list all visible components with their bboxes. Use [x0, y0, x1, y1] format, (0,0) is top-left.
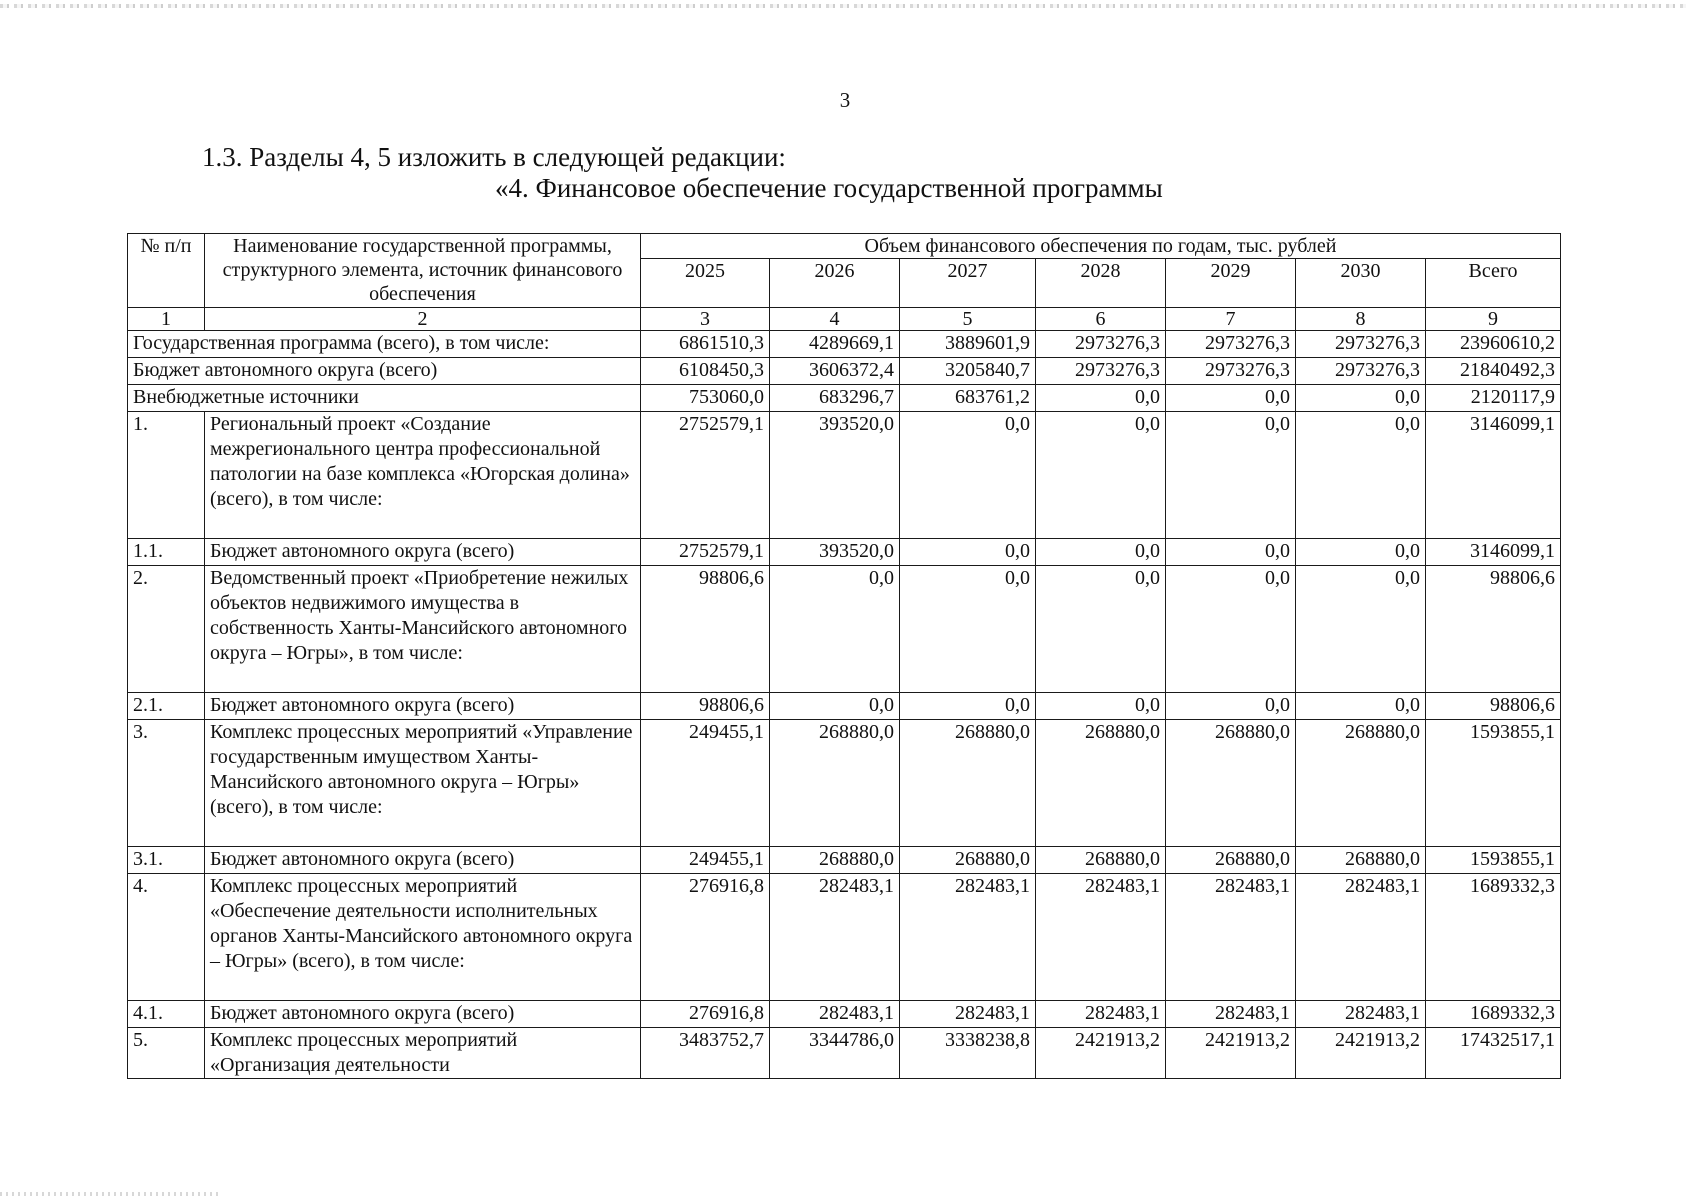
header-volume: Объем финансового обеспечения по годам, тыс. рублей — [641, 234, 1561, 259]
cell-value: 683761,2 — [900, 385, 1036, 412]
cell-value: 2973276,3 — [1166, 331, 1296, 358]
table-row — [128, 1028, 1561, 1079]
row-number: 4. — [128, 874, 205, 1001]
row-name: Бюджет автономного округа (всего) — [205, 693, 641, 720]
cell-value: 2973276,3 — [1166, 358, 1296, 385]
cell-value: 0,0 — [1036, 412, 1166, 539]
cell-value: 282483,1 — [1166, 1001, 1296, 1028]
cell-value: 2752579,1 — [641, 539, 770, 566]
scan-edge-top — [0, 4, 1686, 8]
column-number: 6 — [1036, 308, 1166, 331]
cell-value: 268880,0 — [1296, 720, 1426, 847]
cell-value: 6108450,3 — [641, 358, 770, 385]
row-number: 5. — [128, 1028, 205, 1079]
table-row — [128, 539, 1561, 566]
cell-value: 282483,1 — [1036, 874, 1166, 1001]
cell-total: 1593855,1 — [1426, 847, 1561, 874]
cell-value: 98806,6 — [641, 566, 770, 693]
cell-value: 393520,0 — [770, 539, 900, 566]
column-number: 1 — [128, 308, 205, 331]
cell-value: 0,0 — [1296, 385, 1426, 412]
cell-total: 3146099,1 — [1426, 412, 1561, 539]
cell-value: 0,0 — [900, 693, 1036, 720]
header-year: 2026 — [770, 259, 900, 308]
cell-value: 282483,1 — [1036, 1001, 1166, 1028]
cell-total: 1593855,1 — [1426, 720, 1561, 847]
cell-value: 0,0 — [1296, 412, 1426, 539]
cell-total: 98806,6 — [1426, 566, 1561, 693]
scan-edge-bottom — [0, 1192, 220, 1196]
cell-value: 0,0 — [900, 412, 1036, 539]
row-name: Бюджет автономного округа (всего) — [205, 539, 641, 566]
cell-value: 2421913,2 — [1296, 1028, 1426, 1079]
cell-value: 282483,1 — [1166, 874, 1296, 1001]
header-year: 2028 — [1036, 259, 1166, 308]
cell-value: 2752579,1 — [641, 412, 770, 539]
row-number: 3. — [128, 720, 205, 847]
cell-value: 0,0 — [900, 539, 1036, 566]
row-name: Комплекс процессных мероприятий «Управление государственным имуществом Ханты-Мансийского автономного округа – Югры» (всего), в том числе: — [205, 720, 641, 847]
row-number: 2. — [128, 566, 205, 693]
cell-value: 268880,0 — [1166, 720, 1296, 847]
cell-value: 249455,1 — [641, 847, 770, 874]
row-name: Бюджет автономного округа (всего) — [128, 358, 641, 385]
cell-value: 268880,0 — [900, 720, 1036, 847]
table-row — [128, 566, 1561, 693]
cell-total: 2120117,9 — [1426, 385, 1561, 412]
page-number: 3 — [839, 88, 851, 112]
column-number: 3 — [641, 308, 770, 331]
row-number: 2.1. — [128, 693, 205, 720]
cell-value: 276916,8 — [641, 1001, 770, 1028]
cell-value: 98806,6 — [641, 693, 770, 720]
cell-total: 1689332,3 — [1426, 874, 1561, 1001]
cell-value: 0,0 — [1036, 385, 1166, 412]
cell-total: 17432517,1 — [1426, 1028, 1561, 1079]
cell-value: 0,0 — [1166, 566, 1296, 693]
cell-value: 0,0 — [1296, 539, 1426, 566]
cell-value: 0,0 — [1166, 693, 1296, 720]
cell-value: 2421913,2 — [1166, 1028, 1296, 1079]
column-number: 9 — [1426, 308, 1561, 331]
cell-value: 3889601,9 — [900, 331, 1036, 358]
header-name: Наименование государственной программы, структурного элемента, источник финансового обеспечения — [205, 234, 641, 308]
cell-value: 268880,0 — [1166, 847, 1296, 874]
cell-value: 4289669,1 — [770, 331, 900, 358]
cell-value: 0,0 — [1296, 693, 1426, 720]
cell-value: 0,0 — [1166, 539, 1296, 566]
cell-value: 6861510,3 — [641, 331, 770, 358]
cell-value: 2973276,3 — [1036, 358, 1166, 385]
cell-value: 2973276,3 — [1296, 331, 1426, 358]
cell-value: 268880,0 — [900, 847, 1036, 874]
header-year: 2029 — [1166, 259, 1296, 308]
summary-row-extrabudget — [128, 385, 1561, 412]
cell-value: 276916,8 — [641, 874, 770, 1001]
table-row — [128, 720, 1561, 847]
table-row — [128, 874, 1561, 1001]
row-number: 4.1. — [128, 1001, 205, 1028]
cell-value: 0,0 — [1166, 385, 1296, 412]
cell-value: 2421913,2 — [1036, 1028, 1166, 1079]
cell-value: 683296,7 — [770, 385, 900, 412]
row-name: Бюджет автономного округа (всего) — [205, 847, 641, 874]
cell-value: 3606372,4 — [770, 358, 900, 385]
column-number: 4 — [770, 308, 900, 331]
row-name: Государственная программа (всего), в том числе: — [128, 331, 641, 358]
table-row — [128, 693, 1561, 720]
row-name: Комплекс процессных мероприятий «Обеспечение деятельности исполнительных органов Ханты-Мансийского автономного округа – Югры» (всего), в том числе: — [205, 874, 641, 1001]
cell-total: 23960610,2 — [1426, 331, 1561, 358]
section-title: «4. Финансовое обеспечение государственной программы — [495, 173, 1163, 203]
cell-value: 282483,1 — [900, 1001, 1036, 1028]
row-name: Комплекс процессных мероприятий «Организация деятельности — [205, 1028, 641, 1079]
cell-value: 268880,0 — [1296, 847, 1426, 874]
cell-value: 3205840,7 — [900, 358, 1036, 385]
cell-value: 2973276,3 — [1296, 358, 1426, 385]
column-number: 8 — [1296, 308, 1426, 331]
table-row — [128, 847, 1561, 874]
cell-value: 0,0 — [1296, 566, 1426, 693]
table-row — [128, 1001, 1561, 1028]
column-number: 2 — [205, 308, 641, 331]
cell-total: 98806,6 — [1426, 693, 1561, 720]
cell-value: 268880,0 — [770, 847, 900, 874]
cell-value: 0,0 — [1036, 539, 1166, 566]
financing-table — [127, 233, 1561, 1079]
cell-value: 0,0 — [1166, 412, 1296, 539]
header-year: 2025 — [641, 259, 770, 308]
column-numbers-row — [128, 308, 1561, 331]
cell-value: 249455,1 — [641, 720, 770, 847]
cell-value: 3483752,7 — [641, 1028, 770, 1079]
cell-value: 282483,1 — [770, 874, 900, 1001]
cell-value: 268880,0 — [1036, 847, 1166, 874]
cell-value: 0,0 — [1036, 566, 1166, 693]
cell-value: 3344786,0 — [770, 1028, 900, 1079]
cell-value: 0,0 — [1036, 693, 1166, 720]
cell-total: 21840492,3 — [1426, 358, 1561, 385]
cell-value: 753060,0 — [641, 385, 770, 412]
header-total: Всего — [1426, 259, 1561, 308]
cell-total: 3146099,1 — [1426, 539, 1561, 566]
cell-value: 393520,0 — [770, 412, 900, 539]
summary-row-budget — [128, 358, 1561, 385]
cell-value: 2973276,3 — [1036, 331, 1166, 358]
cell-value: 0,0 — [900, 566, 1036, 693]
table-row — [128, 412, 1561, 539]
instruction-text: 1.3. Разделы 4, 5 изложить в следующей редакции: — [202, 142, 786, 172]
cell-value: 282483,1 — [770, 1001, 900, 1028]
row-number: 1.1. — [128, 539, 205, 566]
row-name: Ведомственный проект «Приобретение нежилых объектов недвижимого имущества в собственность Ханты-Мансийского автономного округа – Югры», в том числе: — [205, 566, 641, 693]
row-number: 3.1. — [128, 847, 205, 874]
row-number: 1. — [128, 412, 205, 539]
cell-value: 0,0 — [770, 566, 900, 693]
cell-value: 282483,1 — [900, 874, 1036, 1001]
cell-value: 282483,1 — [1296, 1001, 1426, 1028]
row-name: Внебюджетные источники — [128, 385, 641, 412]
cell-value: 3338238,8 — [900, 1028, 1036, 1079]
summary-row-program — [128, 331, 1561, 358]
row-name: Бюджет автономного округа (всего) — [205, 1001, 641, 1028]
header-num: № п/п — [128, 234, 205, 308]
row-name: Региональный проект «Создание межрегионального центра профессиональной патологии на базе комплекса «Югорская долина» (всего), в том числе: — [205, 412, 641, 539]
cell-value: 268880,0 — [770, 720, 900, 847]
cell-value: 0,0 — [770, 693, 900, 720]
column-number: 7 — [1166, 308, 1296, 331]
header-year: 2030 — [1296, 259, 1426, 308]
header-year: 2027 — [900, 259, 1036, 308]
cell-total: 1689332,3 — [1426, 1001, 1561, 1028]
column-number: 5 — [900, 308, 1036, 331]
cell-value: 268880,0 — [1036, 720, 1166, 847]
cell-value: 282483,1 — [1296, 874, 1426, 1001]
header-row-1 — [128, 234, 1561, 259]
